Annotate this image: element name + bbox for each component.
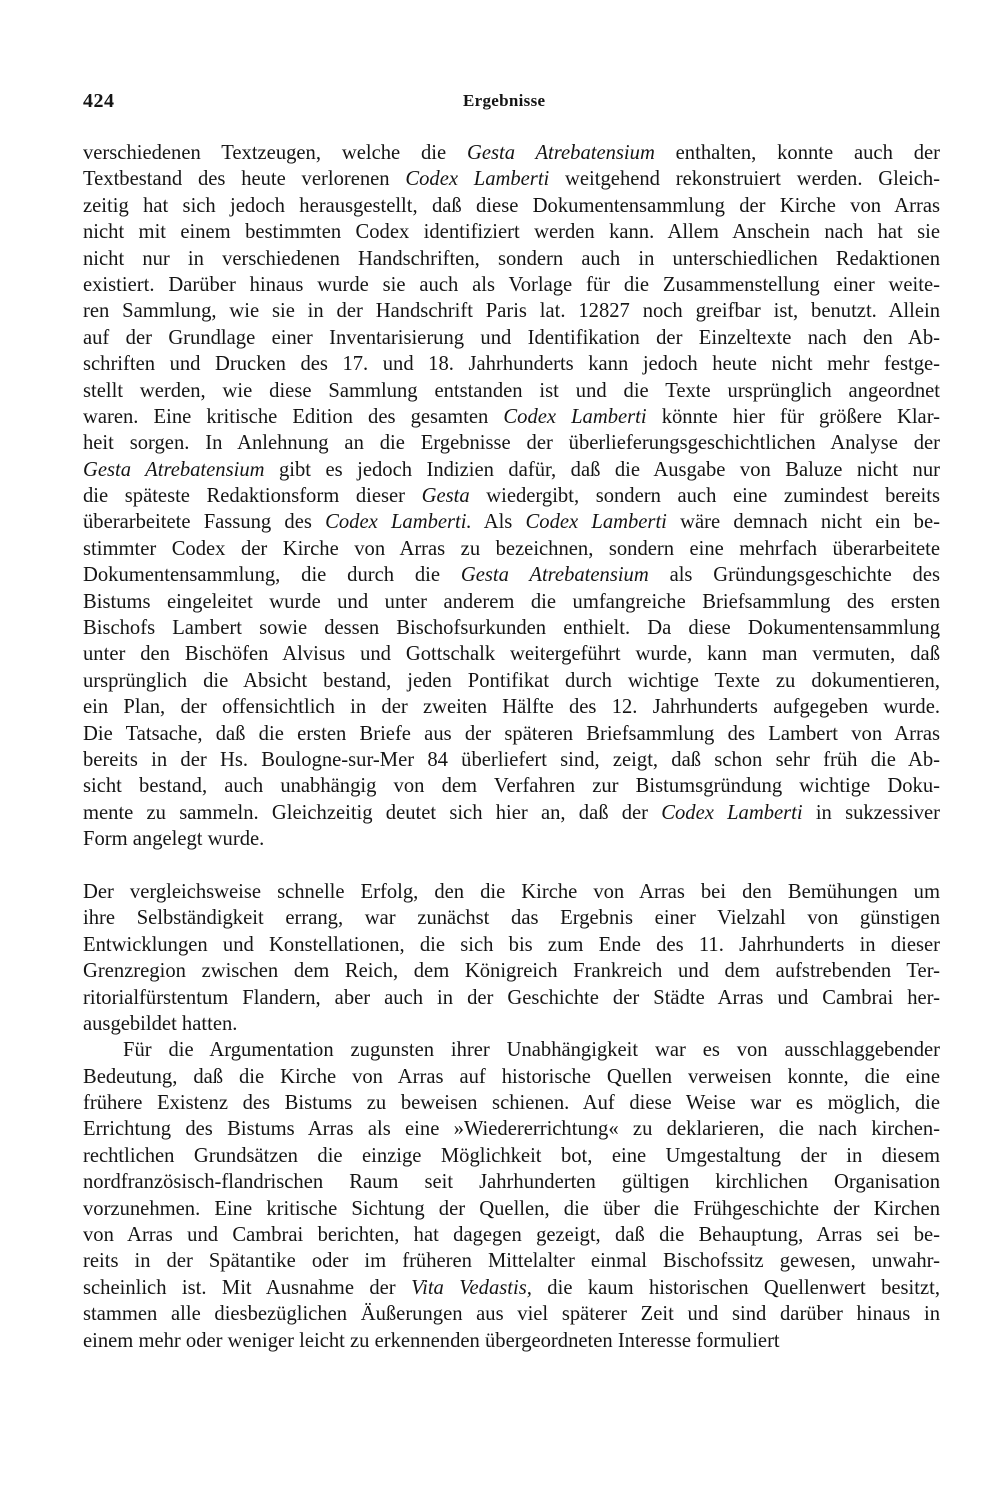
- text-line: [83, 219, 940, 245]
- text-line: [83, 1301, 940, 1327]
- text-segment: könnte hier für größere Klar-: [646, 405, 940, 428]
- text-segment: Textbestand des heute verlorenen: [83, 168, 406, 191]
- text-line: [83, 536, 940, 562]
- paragraph: [83, 1037, 940, 1354]
- text-segment: enthalten, konnte auch der: [654, 142, 940, 164]
- text-line: [83, 800, 940, 826]
- text-segment: frühere Existenz des Bistums zu beweisen schienen. Auf diese Weise war es möglich, die: [83, 1092, 940, 1115]
- text-segment: Bedeutung, daß die Kirche von Arras auf historische Quellen verweisen konnte, die eine: [83, 1065, 940, 1088]
- text-line: [83, 562, 940, 588]
- text-segment: weitgehend rekonstruiert werden. Gleich-: [549, 168, 940, 191]
- text-line: [83, 879, 940, 905]
- text-segment: ein Plan, der offensichtlich in der zweiten Hälfte des 12. Jahrhunderts aufgegeben wurde.: [83, 696, 940, 719]
- text-line: [83, 351, 940, 377]
- text-line: [83, 483, 940, 509]
- text-segment: bereits in der Hs. Boulogne-sur-Mer 84 überliefert sind, zeigt, daß schon sehr früh die Ab-: [83, 748, 940, 771]
- text-line: [83, 1090, 940, 1116]
- text-segment: ritorialfürstentum Flandern, aber auch in der Geschichte der Städte Arras und Cambrai her-: [83, 986, 940, 1009]
- text-segment: überarbeitete Fassung des: [83, 511, 326, 534]
- text-line: [83, 985, 940, 1011]
- text-segment: Errichtung des Bistums Arras als eine »Wiedererrichtung« zu deklarieren, die nach kirchen-: [83, 1118, 940, 1141]
- text-segment: sicht bestand, auch unabhängig von dem Verfahren zur Bistumsgründung wichtige Doku-: [83, 775, 940, 798]
- text-segment: Entwicklungen und Konstellationen, die sich bis zum Ende des 11. Jahrhunderts in dieser: [83, 933, 940, 956]
- text-segment: Bischofs Lambert sowie dessen Bischofsurkunden enthielt. Da diese Dokumentensammlung: [83, 617, 940, 640]
- text-line: [83, 1011, 940, 1037]
- text-line: [83, 905, 940, 931]
- text-line: [83, 694, 940, 720]
- text-line: [83, 1169, 940, 1195]
- text-line: [83, 826, 940, 852]
- text-line: [83, 246, 940, 272]
- text-segment: rechtlichen Grundsätzen die einzige Möglichkeit bot, eine Umgestaltung der in diesem: [83, 1144, 940, 1167]
- text-segment: schriften und Drucken des 17. und 18. Jahrhunderts kann jedoch heute nicht mehr festge-: [83, 353, 940, 376]
- italic-title: Codex Lamberti.: [325, 511, 472, 534]
- text-segment: Als: [471, 511, 526, 534]
- text-segment: nicht nur in verschiedenen Handschriften, sondern auch in unterschiedlichen Redaktionen: [83, 247, 940, 270]
- text-segment: mente zu sammeln. Gleichzeitig deutet sich hier an, daß der: [83, 801, 662, 824]
- text-segment: stimmter Codex der Kirche von Arras zu bezeichnen, sondern eine mehrfach überarbeitete: [83, 537, 940, 560]
- text-line: [83, 747, 940, 773]
- text-segment: Dokumentensammlung, die durch die: [83, 564, 461, 587]
- text-line: [83, 166, 940, 192]
- text-line: [83, 509, 940, 535]
- text-line: [83, 932, 940, 958]
- text-segment: die späteste Redaktionsform dieser: [83, 485, 422, 508]
- running-title: Ergebnisse: [463, 91, 546, 110]
- text-line: [83, 1196, 940, 1222]
- italic-title: Codex Lamberti: [503, 405, 647, 428]
- text-segment: ursprünglich die Absicht bestand, jeden Pontifikat durch wichtige Texte zu dokumentieren,: [83, 669, 940, 692]
- text-line: [83, 1064, 940, 1090]
- text-line: [83, 773, 940, 799]
- italic-title: Gesta Atrebatensium: [83, 458, 265, 481]
- text-line: [83, 668, 940, 694]
- text-line: [83, 1037, 940, 1063]
- text-segment: ren Sammlung, wie sie in der Handschrift Paris lat. 12827 noch greifbar ist, benutzt. Allein: [83, 300, 940, 323]
- italic-title: Codex Lamberti: [525, 511, 667, 534]
- text-segment: Der vergleichsweise schnelle Erfolg, den die Kirche von Arras bei den Bemühungen um: [83, 880, 940, 903]
- text-line: [83, 589, 940, 615]
- text-segment: zeitig hat sich jedoch herausgestellt, daß diese Dokumentensammlung der Kirche von Arras: [83, 194, 940, 217]
- text-segment: die kaum historischen Quellenwert besitzt,: [531, 1276, 940, 1299]
- text-segment: wiedergibt, sondern auch eine zumindest bereits: [469, 485, 940, 508]
- text-line: [83, 1143, 940, 1169]
- text-segment: Bistums eingeleitet wurde und unter anderem die umfangreiche Briefsammlung des ersten: [83, 590, 940, 613]
- italic-title: Gesta: [421, 485, 470, 508]
- text-segment: Form angelegt wurde.: [83, 828, 265, 851]
- text-line: [83, 958, 940, 984]
- text-line: [83, 615, 940, 641]
- text-line: [83, 1222, 940, 1248]
- text-segment: auf der Grundlage einer Inventarisierung und Identifikation der Einzeltexte nach den Ab-: [83, 326, 940, 349]
- text-segment: stellt werden, wie diese Sammlung entstanden ist und die Texte ursprünglich angeordnet: [83, 379, 940, 402]
- text-segment: Für die Argumentation zugunsten ihrer Unabhängigkeit war es von ausschlaggebender: [123, 1039, 940, 1062]
- text-line: [83, 1275, 940, 1301]
- paragraph: [83, 140, 940, 853]
- text-segment: ihre Selbständigkeit errang, war zunächst das Ergebnis einer Vielzahl von günstigen: [83, 907, 940, 930]
- text-line: [83, 325, 940, 351]
- italic-title: Codex Lamberti: [661, 801, 803, 824]
- paragraph: [83, 879, 940, 1037]
- text-segment: stammen alle diesbezüglichen Äußerungen aus viel späterer Zeit und sind darüber hinaus in: [83, 1303, 940, 1326]
- text-segment: einem mehr oder weniger leicht zu erkennenden übergeordneten Interesse formuliert: [83, 1329, 780, 1352]
- text-segment: nordfranzösisch-flandrischen Raum seit Jahrhunderten gültigen kirchlichen Organisation: [83, 1171, 940, 1194]
- text-line: [83, 641, 940, 667]
- text-segment: ausgebildet hatten.: [83, 1012, 238, 1035]
- text-line: [83, 721, 940, 747]
- text-line: [83, 457, 940, 483]
- text-segment: vorzunehmen. Eine kritische Sichtung der Quellen, die über die Frühgeschichte der Kirchen: [83, 1197, 940, 1220]
- text-line: [83, 298, 940, 324]
- italic-title: Vita Vedastis,: [411, 1276, 532, 1299]
- text-segment: nicht mit einem bestimmten Codex identifiziert werden kann. Allem Anschein nach hat sie: [83, 221, 940, 244]
- text-segment: Die Tatsache, daß die ersten Briefe aus der späteren Briefsammlung des Lambert von Arras: [83, 722, 940, 745]
- running-header: [83, 88, 935, 114]
- text-line: [83, 1328, 940, 1354]
- text-segment: von Arras und Cambrai berichten, hat dagegen gezeigt, daß die Behauptung, Arras sei be-: [83, 1224, 940, 1247]
- text-line: [83, 193, 940, 219]
- text-segment: gibt es jedoch Indizien dafür, daß die Ausgabe von Baluze nicht nur: [264, 458, 940, 481]
- text-segment: als Gründungsgeschichte des: [648, 564, 940, 587]
- text-segment: scheinlich ist. Mit Ausnahme der: [83, 1276, 412, 1299]
- text-segment: waren. Eine kritische Edition des gesamten: [83, 405, 504, 428]
- text-line: [83, 404, 940, 430]
- text-line: [83, 1116, 940, 1142]
- text-line: [83, 430, 940, 456]
- text-segment: existiert. Darüber hinaus wurde sie auch als Vorlage für die Zusammenstellung einer weite-: [83, 273, 940, 296]
- italic-title: Codex Lamberti: [405, 168, 550, 191]
- text-segment: in sukzessiver: [802, 801, 940, 824]
- page-number: 424: [83, 90, 115, 112]
- text-segment: unter den Bischöfen Alvisus und Gottschalk weitergeführt wurde, kann man vermuten, daß: [83, 643, 940, 666]
- text-segment: Grenzregion zwischen dem Reich, dem Königreich Frankreich und dem aufstrebenden Ter-: [83, 960, 940, 983]
- text-line: [83, 378, 940, 404]
- text-line: [83, 140, 940, 166]
- text-segment: wäre demnach nicht ein be-: [666, 511, 940, 534]
- italic-title: Gesta Atrebatensium: [466, 142, 655, 164]
- text-segment: verschiedenen Textzeugen, welche die: [83, 142, 467, 164]
- text-line: [83, 1248, 940, 1274]
- text-line: [83, 272, 940, 298]
- text-segment: reits in der Spätantike oder im früheren Mittelalter einmal Bischofssitz gewesen, unwahr-: [83, 1250, 940, 1273]
- body-text: [83, 140, 940, 1354]
- text-segment: heit sorgen. In Anlehnung an die Ergebnisse der überlieferungsgeschichtlichen Analyse der: [83, 432, 940, 455]
- italic-title: Gesta Atrebatensium: [460, 564, 649, 587]
